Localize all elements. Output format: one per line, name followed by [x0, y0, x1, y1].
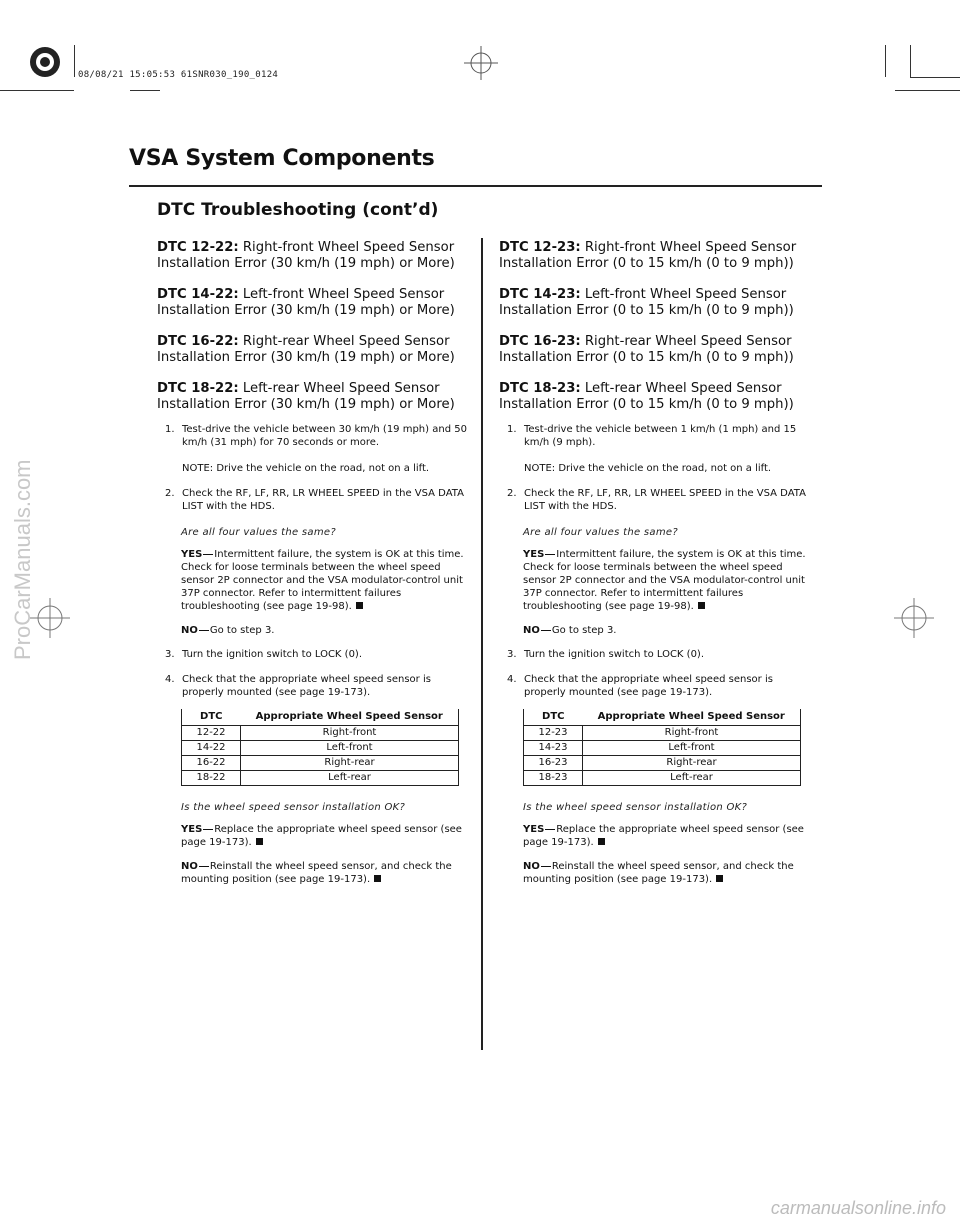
step-4: 4. Check that the appropriate wheel speed sensor is properly mounted (see page 19-173). [165, 674, 431, 698]
end-marker-icon [598, 838, 605, 845]
table-row: 16-23 Right-rear [524, 756, 801, 771]
crop-mark [74, 45, 75, 77]
title-rule [129, 185, 822, 187]
table-row: 12-22 Right-front [182, 726, 459, 741]
left-column [157, 240, 467, 897]
registration-target-icon [28, 45, 62, 79]
sub-title: DTC Troubleshooting (cont’d) [157, 200, 439, 220]
answer-yes: YES Intermittent failure, the system is OK at this time. Check for loose terminals between the wheel speed sensor 2P connector and the VSA modulator-control unit 37P connector. Refer to intermittent failures troubleshooting (see page 19-98). [523, 549, 806, 612]
answer-no: NO Reinstall the wheel speed sensor, and check the mounting position (see page 19-173). [181, 861, 452, 885]
step-note: NOTE: Drive the vehicle on the road, not on a lift. [182, 463, 430, 474]
watermark-left: ProCarManuals.com [10, 459, 35, 660]
dtc-heading: DTC 12-23: Right-front Wheel Speed Sensor Installation Error (0 to 15 km/h (0 to 9 mph)) [499, 240, 797, 271]
end-marker-icon [374, 875, 381, 882]
step-3: 3. Turn the ignition switch to LOCK (0). [165, 649, 363, 660]
table-row: 14-22 Left-front [182, 741, 459, 756]
step-2: 2. Check the RF, LF, RR, LR WHEEL SPEED in the VSA DATA LIST with the HDS. [165, 488, 464, 512]
answer-yes: YES Replace the appropriate wheel speed sensor (see page 19-173). [181, 824, 462, 848]
end-marker-icon [256, 838, 263, 845]
table-header: DTC [524, 709, 583, 726]
step-note: NOTE: Drive the vehicle on the road, not on a lift. [524, 463, 772, 474]
end-marker-icon [356, 602, 363, 609]
crop-mark [0, 90, 74, 91]
crop-mark [885, 45, 886, 77]
registration-crosshair-icon [894, 598, 934, 638]
table-row: 18-22 Left-rear [182, 771, 459, 786]
column-divider [481, 238, 483, 1050]
dtc-heading: DTC 14-22: Left-front Wheel Speed Sensor Installation Error (30 km/h (19 mph) or More) [157, 287, 455, 318]
step-2: 2. Check the RF, LF, RR, LR WHEEL SPEED in the VSA DATA LIST with the HDS. [507, 488, 806, 512]
right-column [499, 240, 809, 897]
question: Is the wheel speed sensor installation OK? [523, 802, 748, 813]
table-row: 14-23 Left-front [524, 741, 801, 756]
section-title: VSA System Components [129, 146, 435, 171]
sensor-table [181, 709, 459, 786]
dtc-heading: DTC 16-23: Right-rear Wheel Speed Sensor Installation Error (0 to 15 km/h (0 to 9 mph)) [499, 334, 794, 365]
end-marker-icon [716, 875, 723, 882]
question: Are all four values the same? [181, 527, 336, 538]
answer-no: NO Reinstall the wheel speed sensor, and check the mounting position (see page 19-173). [523, 861, 794, 885]
dtc-heading: DTC 18-23: Left-rear Wheel Speed Sensor Installation Error (0 to 15 km/h (0 to 9 mph)) [499, 381, 794, 412]
table-header: DTC [182, 709, 241, 726]
sensor-table [523, 709, 801, 786]
step-4: 4. Check that the appropriate wheel speed sensor is properly mounted (see page 19-173). [507, 674, 773, 698]
dtc-heading: DTC 12-22: Right-front Wheel Speed Sensor Installation Error (30 km/h (19 mph) or More) [157, 240, 455, 271]
crop-mark [910, 77, 960, 78]
dtc-heading: DTC 18-22: Left-rear Wheel Speed Sensor Installation Error (30 km/h (19 mph) or More) [157, 381, 455, 412]
answer-yes: YES Intermittent failure, the system is OK at this time. Check for loose terminals between the wheel speed sensor 2P connector and the VSA modulator-control unit 37P connector. Refer to intermittent failures troubleshooting (see page 19-98). [181, 549, 464, 612]
crop-mark [895, 90, 960, 91]
table-row: 12-23 Right-front [524, 726, 801, 741]
answer-yes: YES Replace the appropriate wheel speed sensor (see page 19-173). [523, 824, 804, 848]
dtc-heading: DTC 16-22: Right-rear Wheel Speed Sensor Installation Error (30 km/h (19 mph) or More) [157, 334, 455, 365]
answer-no: NO Go to step 3. [181, 625, 275, 636]
table-header: Appropriate Wheel Speed Sensor [583, 709, 801, 726]
answer-no: NO Go to step 3. [523, 625, 617, 636]
dtc-heading: DTC 14-23: Left-front Wheel Speed Sensor Installation Error (0 to 15 km/h (0 to 9 mph)) [499, 287, 794, 318]
print-stamp: 08/08/21 15:05:53 61SNR030_190_0124 [78, 70, 279, 80]
table-header: Appropriate Wheel Speed Sensor [241, 709, 459, 726]
registration-crosshair-icon [30, 598, 70, 638]
step-1: 1. Test-drive the vehicle between 30 km/h (19 mph) and 50 km/h (31 mph) for 70 seconds or more. NOTE: Drive the vehicle on the road, not on a lift. [165, 424, 467, 474]
end-marker-icon [698, 602, 705, 609]
table-row: 18-23 Left-rear [524, 771, 801, 786]
table-row: 16-22 Right-rear [182, 756, 459, 771]
step-3: 3. Turn the ignition switch to LOCK (0). [507, 649, 705, 660]
crop-mark [910, 45, 911, 77]
question: Are all four values the same? [523, 527, 678, 538]
crop-mark [130, 90, 160, 91]
step-1: 1. Test-drive the vehicle between 1 km/h (1 mph) and 15 km/h (9 mph). NOTE: Drive the vehicle on the road, not on a lift. [499, 423, 809, 475]
question: Is the wheel speed sensor installation OK? [181, 802, 406, 813]
registration-crosshair-icon [464, 46, 498, 80]
watermark-bottom: carmanualsonline.info [770, 1198, 946, 1218]
